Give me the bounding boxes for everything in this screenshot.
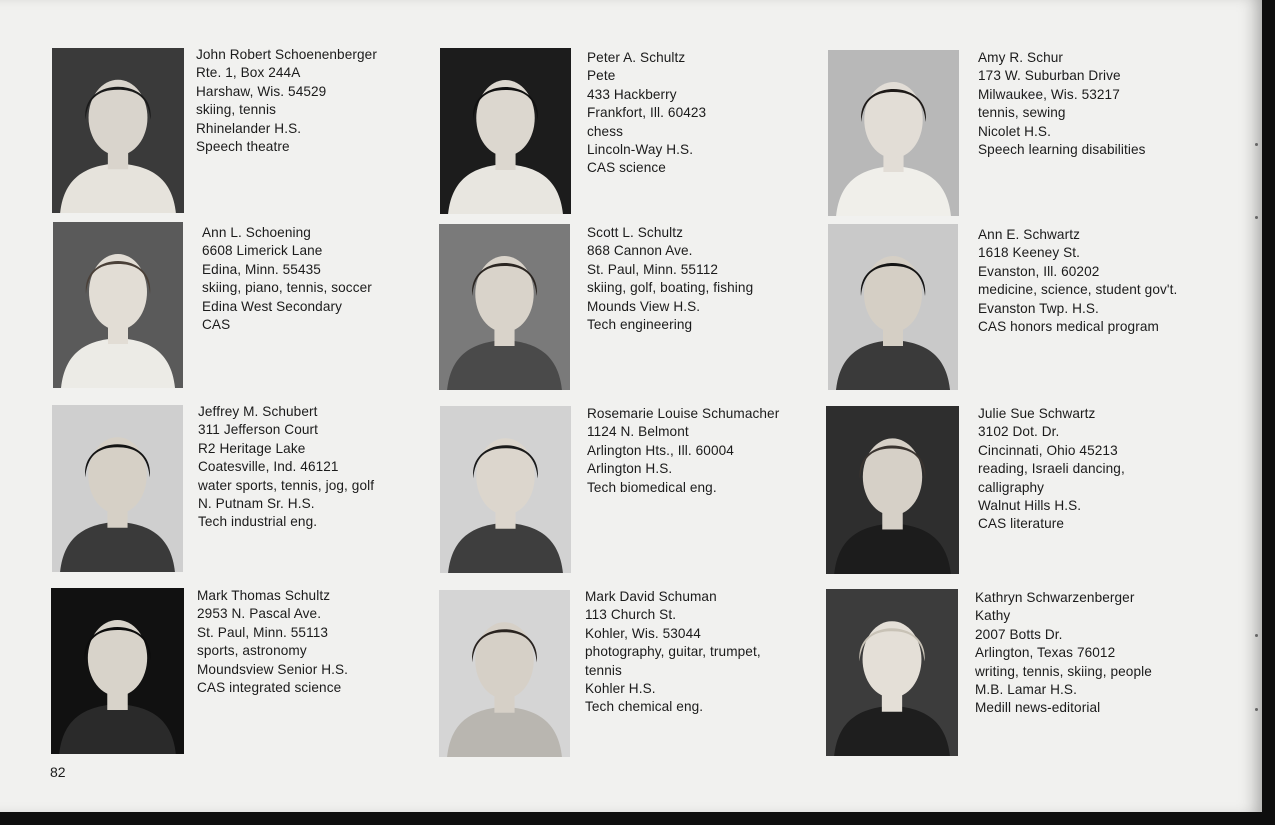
student-detail: Medill news-editorial <box>975 700 1101 716</box>
student-detail: Arlington, Texas 76012 <box>975 645 1116 661</box>
student-detail: Rhinelander H.S. <box>196 120 302 136</box>
student-detail: medicine, science, student gov't. <box>978 282 1178 298</box>
student-detail: St. Paul, Minn. 55113 <box>197 624 329 640</box>
student-detail: Milwaukee, Wis. 53217 <box>978 86 1120 102</box>
student-info <box>196 46 431 156</box>
student-detail: Speech theatre <box>196 139 290 155</box>
student-detail: tennis <box>585 662 622 678</box>
student-name: John Robert Schoenenberger <box>196 47 377 62</box>
student-photo <box>826 406 959 574</box>
student-name: Amy R. Schur <box>978 50 1064 65</box>
student-detail: skiing, tennis <box>196 102 276 118</box>
student-name: Ann L. Schoening <box>202 225 311 240</box>
student-photo <box>440 48 571 214</box>
margin-mark <box>1255 708 1258 711</box>
portrait-icon <box>52 405 183 572</box>
student-photo <box>828 50 959 216</box>
student-name: Rosemarie Louise Schumacher <box>587 406 780 421</box>
student-detail: Tech chemical eng. <box>585 699 704 715</box>
student-detail: CAS honors medical program <box>978 319 1159 335</box>
student-photo <box>439 590 570 757</box>
student-name: Julie Sue Schwartz <box>978 406 1096 421</box>
margin-mark <box>1255 634 1258 637</box>
student-detail: Tech industrial eng. <box>198 514 318 530</box>
portrait-icon <box>826 406 959 574</box>
page-number: 82 <box>50 764 66 780</box>
student-detail: St. Paul, Minn. 55112 <box>587 261 719 277</box>
student-detail: Cincinnati, Ohio 45213 <box>978 442 1118 458</box>
student-detail: 3102 Dot. Dr. <box>978 424 1060 440</box>
student-photo <box>826 589 958 756</box>
student-detail: Kohler, Wis. 53044 <box>585 625 701 641</box>
student-detail: 6608 Limerick Lane <box>202 243 323 259</box>
student-detail: M.B. Lamar H.S. <box>975 682 1077 698</box>
student-name: Ann E. Schwartz <box>978 227 1080 242</box>
student-info <box>978 226 1213 336</box>
student-detail: water sports, tennis, jog, golf <box>198 477 375 493</box>
student-detail: 311 Jefferson Court <box>198 422 319 438</box>
student-name: Mark Thomas Schultz <box>197 588 331 603</box>
student-detail: tennis, sewing <box>978 105 1066 121</box>
student-photo <box>828 224 958 390</box>
portrait-icon <box>51 588 184 754</box>
student-info <box>587 49 822 178</box>
student-detail: Kohler H.S. <box>585 681 656 697</box>
portrait-icon <box>439 590 570 757</box>
student-detail: Pete <box>587 68 616 84</box>
portrait-icon <box>440 406 571 573</box>
student-detail: 1618 Keeney St. <box>978 245 1081 261</box>
student-detail: 2953 N. Pascal Ave. <box>197 606 322 622</box>
student-detail: Frankfort, Ill. 60423 <box>587 105 707 121</box>
student-detail: Evanston Twp. H.S. <box>978 300 1099 316</box>
student-info <box>587 405 822 497</box>
student-detail: Speech learning disabilities <box>978 142 1146 158</box>
student-photo <box>440 406 571 573</box>
portrait-icon <box>53 222 183 388</box>
student-detail: Arlington Hts., Ill. 60004 <box>587 442 734 458</box>
student-detail: R2 Heritage Lake <box>198 440 306 456</box>
student-info <box>978 405 1213 534</box>
student-detail: calligraphy <box>978 479 1045 495</box>
student-name: Mark David Schuman <box>585 589 717 604</box>
student-detail: Edina West Secondary <box>202 298 343 314</box>
student-detail: Lincoln-Way H.S. <box>587 142 694 158</box>
student-info <box>198 403 433 532</box>
student-detail: 433 Hackberry <box>587 86 677 102</box>
student-detail: 2007 Botts Dr. <box>975 626 1063 642</box>
portrait-icon <box>52 48 184 213</box>
student-info <box>585 588 820 717</box>
student-detail: N. Putnam Sr. H.S. <box>198 496 315 512</box>
student-detail: writing, tennis, skiing, people <box>975 663 1152 679</box>
student-detail: Kathy <box>975 608 1011 624</box>
student-info <box>202 224 437 334</box>
student-detail: Edina, Minn. 55435 <box>202 261 321 277</box>
portrait-icon <box>828 224 958 390</box>
student-detail: Tech biomedical eng. <box>587 479 717 495</box>
student-name: Peter A. Schultz <box>587 50 686 65</box>
portrait-icon <box>826 589 958 756</box>
margin-mark <box>1255 143 1258 146</box>
student-photo <box>53 222 183 388</box>
student-info <box>587 224 822 334</box>
student-detail: skiing, piano, tennis, soccer <box>202 280 372 296</box>
student-detail: Coatesville, Ind. 46121 <box>198 459 339 475</box>
student-detail: Rte. 1, Box 244A <box>196 65 301 81</box>
student-photo <box>52 48 184 213</box>
student-detail: chess <box>587 123 624 139</box>
student-detail: Tech engineering <box>587 317 693 333</box>
student-detail: Moundsview Senior H.S. <box>197 661 349 677</box>
student-detail: Arlington H.S. <box>587 461 673 477</box>
portrait-icon <box>439 224 570 390</box>
student-photo <box>52 405 183 572</box>
student-detail: 173 W. Suburban Drive <box>978 68 1121 84</box>
portrait-icon <box>440 48 571 214</box>
student-detail: Walnut Hills H.S. <box>978 498 1082 514</box>
student-detail: CAS integrated science <box>197 680 342 696</box>
student-detail: photography, guitar, trumpet, <box>585 644 761 660</box>
student-detail: Nicolet H.S. <box>978 123 1051 139</box>
student-detail: 1124 N. Belmont <box>587 424 689 440</box>
student-name: Scott L. Schultz <box>587 225 684 240</box>
student-name: Jeffrey M. Schubert <box>198 404 318 419</box>
student-detail: 113 Church St. <box>585 607 677 623</box>
student-name: Kathryn Schwarzenberger <box>975 590 1135 605</box>
student-info <box>978 49 1213 159</box>
student-detail: CAS science <box>587 160 666 176</box>
student-detail: Evanston, Ill. 60202 <box>978 263 1100 279</box>
student-photo <box>51 588 184 754</box>
student-detail: Harshaw, Wis. 54529 <box>196 83 327 99</box>
student-info <box>197 587 432 697</box>
student-detail: 868 Cannon Ave. <box>587 243 693 259</box>
student-detail: skiing, golf, boating, fishing <box>587 280 754 296</box>
student-photo <box>439 224 570 390</box>
student-detail: CAS literature <box>978 516 1065 532</box>
student-detail: reading, Israeli dancing, <box>978 461 1125 477</box>
student-detail: Mounds View H.S. <box>587 298 701 314</box>
portrait-icon <box>828 50 959 216</box>
student-info <box>975 589 1210 718</box>
student-detail: CAS <box>202 317 231 333</box>
margin-mark <box>1255 216 1258 219</box>
student-detail: sports, astronomy <box>197 643 307 659</box>
